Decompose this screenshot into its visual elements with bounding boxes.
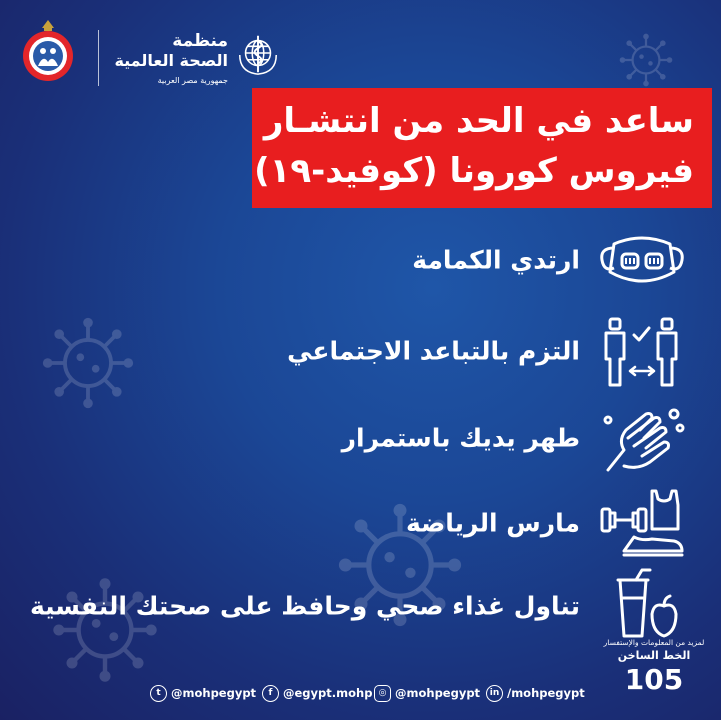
instagram-handle: @mohpegypt bbox=[395, 686, 481, 700]
tip-text: التزم بالتباعد الاجتماعي bbox=[287, 336, 580, 366]
hotline-info-text: لمزيد من المعلومات والإستفسار bbox=[603, 638, 705, 647]
who-emblem-icon bbox=[234, 30, 282, 78]
who-name-line2: الصحة العالمية bbox=[114, 51, 228, 70]
hotline-label: الخط الساخن bbox=[617, 649, 691, 662]
tip-exercise bbox=[90, 485, 690, 561]
facebook-handle: @egypt.mohp bbox=[283, 686, 373, 700]
tip-text: تناول غذاء صحي وحافظ على صحتك النفسية bbox=[29, 591, 580, 621]
instagram-icon: ◎ bbox=[374, 685, 391, 702]
title-line-1: ساعد في الحد من انتشـار bbox=[263, 101, 694, 141]
who-name-line1: منظمة bbox=[172, 31, 228, 51]
title-line-2: فيروس كورونا (كوفيد-١٩) bbox=[254, 151, 694, 191]
facebook-icon: f bbox=[262, 685, 279, 702]
social-instagram[interactable] bbox=[374, 683, 480, 703]
social-twitter[interactable] bbox=[150, 683, 256, 703]
tip-distancing bbox=[90, 313, 690, 389]
tip-text: مارس الرياضة bbox=[405, 508, 580, 538]
tip-handwash bbox=[90, 400, 690, 476]
tip-mask bbox=[90, 222, 690, 298]
ministry-logo-icon bbox=[18, 18, 78, 82]
who-logo-block bbox=[114, 30, 284, 90]
social-facebook[interactable] bbox=[262, 683, 372, 703]
hotline-block bbox=[598, 638, 710, 714]
tip-food bbox=[29, 568, 690, 644]
social-distancing-icon bbox=[594, 313, 690, 389]
header-divider bbox=[98, 30, 99, 86]
linkedin-icon: in bbox=[486, 685, 503, 702]
social-linkedin[interactable] bbox=[486, 683, 585, 703]
linkedin-handle: /mohpegypt bbox=[507, 686, 585, 700]
healthy-food-icon bbox=[594, 568, 690, 644]
hand-washing-icon bbox=[594, 400, 690, 476]
twitter-handle: @mohpegypt bbox=[171, 686, 257, 700]
exercise-icon bbox=[594, 485, 690, 561]
title-banner bbox=[252, 88, 712, 208]
face-mask-icon bbox=[594, 222, 690, 298]
tip-text: ارتدي الكمامة bbox=[412, 245, 580, 275]
hotline-number: 105 bbox=[624, 663, 684, 696]
tip-text: طهر يديك باستمرار bbox=[341, 423, 580, 453]
twitter-icon: t bbox=[150, 685, 167, 702]
virus-decoration-icon bbox=[618, 32, 674, 88]
who-country: جمهورية مصر العربية bbox=[157, 76, 228, 85]
